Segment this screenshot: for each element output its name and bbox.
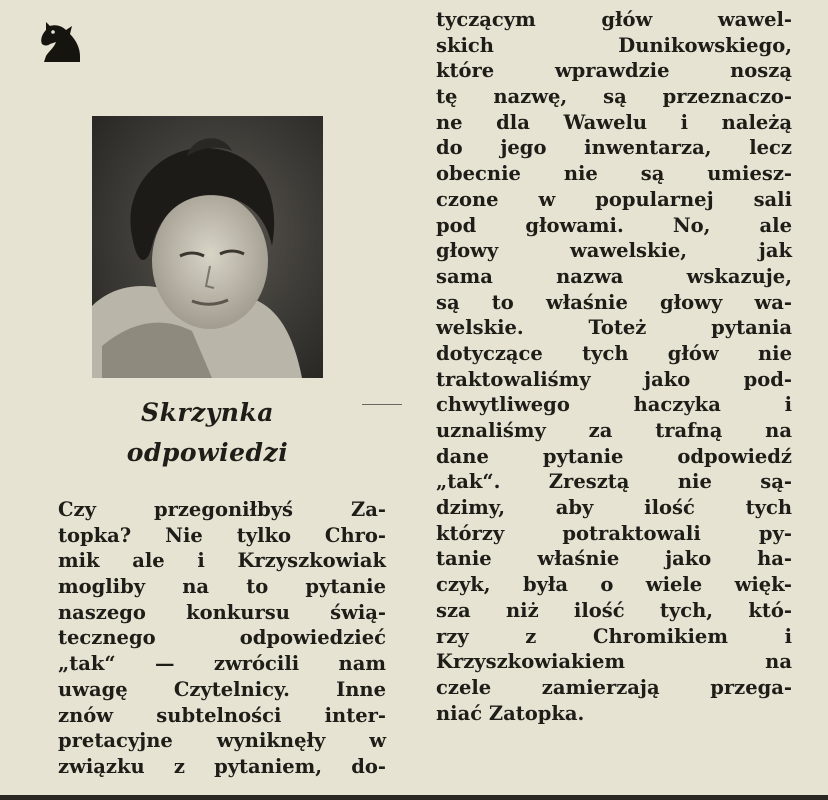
text-line: głowy wawelskie, jak xyxy=(436,239,792,263)
text-line: znów subtelności inter- xyxy=(58,703,386,727)
text-line: związku z pytaniem, do- xyxy=(58,754,386,778)
left-text-column xyxy=(58,497,386,780)
text-line: traktowaliśmy jako pod- xyxy=(436,367,792,391)
chess-knight-icon xyxy=(36,18,88,66)
text-line: obecnie nie są umiesz- xyxy=(436,162,792,186)
section-heading xyxy=(92,393,323,473)
text-line: „tak“ — zwrócili nam xyxy=(58,652,386,676)
text-line: tanie właśnie jako ha- xyxy=(436,547,792,571)
text-line: czyk, była o wiele więk- xyxy=(436,573,792,597)
text-line: tę nazwę, są przeznaczo- xyxy=(436,85,792,109)
text-line: uwagę Czytelnicy. Inne xyxy=(58,677,386,701)
text-line: „tak“. Zresztą nie są- xyxy=(436,470,792,494)
bottom-border xyxy=(0,795,828,800)
text-line: są to właśnie głowy wa- xyxy=(436,290,792,314)
text-line: czone w popularnej sali xyxy=(436,187,792,211)
text-line: Czy przegoniłbyś Za- xyxy=(58,498,386,521)
text-line: do jego inwentarza, lecz xyxy=(436,136,792,160)
text-line: dzimy, aby ilość tych xyxy=(436,496,792,520)
text-line: pretacyjne wyniknęły w xyxy=(58,729,386,753)
text-line: naszego konkursu świą- xyxy=(58,600,386,624)
text-line: welskie. Toteż pytania xyxy=(436,316,792,340)
text-line: dane pytanie odpowiedź xyxy=(436,444,792,468)
text-line: niać Zatopka. xyxy=(436,701,585,725)
text-line: dotyczące tych głów nie xyxy=(436,341,792,365)
right-text-column xyxy=(436,7,792,726)
heading-line-1: Skrzynka xyxy=(141,398,274,427)
text-line: którzy potraktowali py- xyxy=(436,521,792,545)
text-line: czele zamierzają przega- xyxy=(436,675,792,699)
text-line: tyczącym głów wawel- xyxy=(436,8,792,31)
divider-rule xyxy=(362,404,402,405)
text-line: mik ale i Krzyszkowiak xyxy=(58,549,386,573)
text-line: ne dla Wawelu i należą xyxy=(436,110,792,134)
text-line: topka? Nie tylko Chro- xyxy=(58,523,386,547)
text-line: które wprawdzie noszą xyxy=(436,59,792,83)
portrait-photo xyxy=(92,116,323,378)
text-line: mogliby na to pytanie xyxy=(58,575,386,599)
text-line: Krzyszkowiakiem na xyxy=(436,650,792,674)
text-line: chwytliwego haczyka i xyxy=(436,393,792,417)
text-line: pod głowami. No, ale xyxy=(436,213,792,237)
text-line: sama nazwa wskazuje, xyxy=(436,264,792,288)
text-line: sza niż ilość tych, któ- xyxy=(436,598,792,622)
text-line: skich Dunikowskiego, xyxy=(436,33,792,57)
heading-line-2: odpowiedzi xyxy=(126,438,289,467)
text-line: tecznego odpowiedzieć xyxy=(58,626,386,650)
text-line: rzy z Chromikiem i xyxy=(436,624,792,648)
text-line: uznaliśmy za trafną na xyxy=(436,419,792,442)
